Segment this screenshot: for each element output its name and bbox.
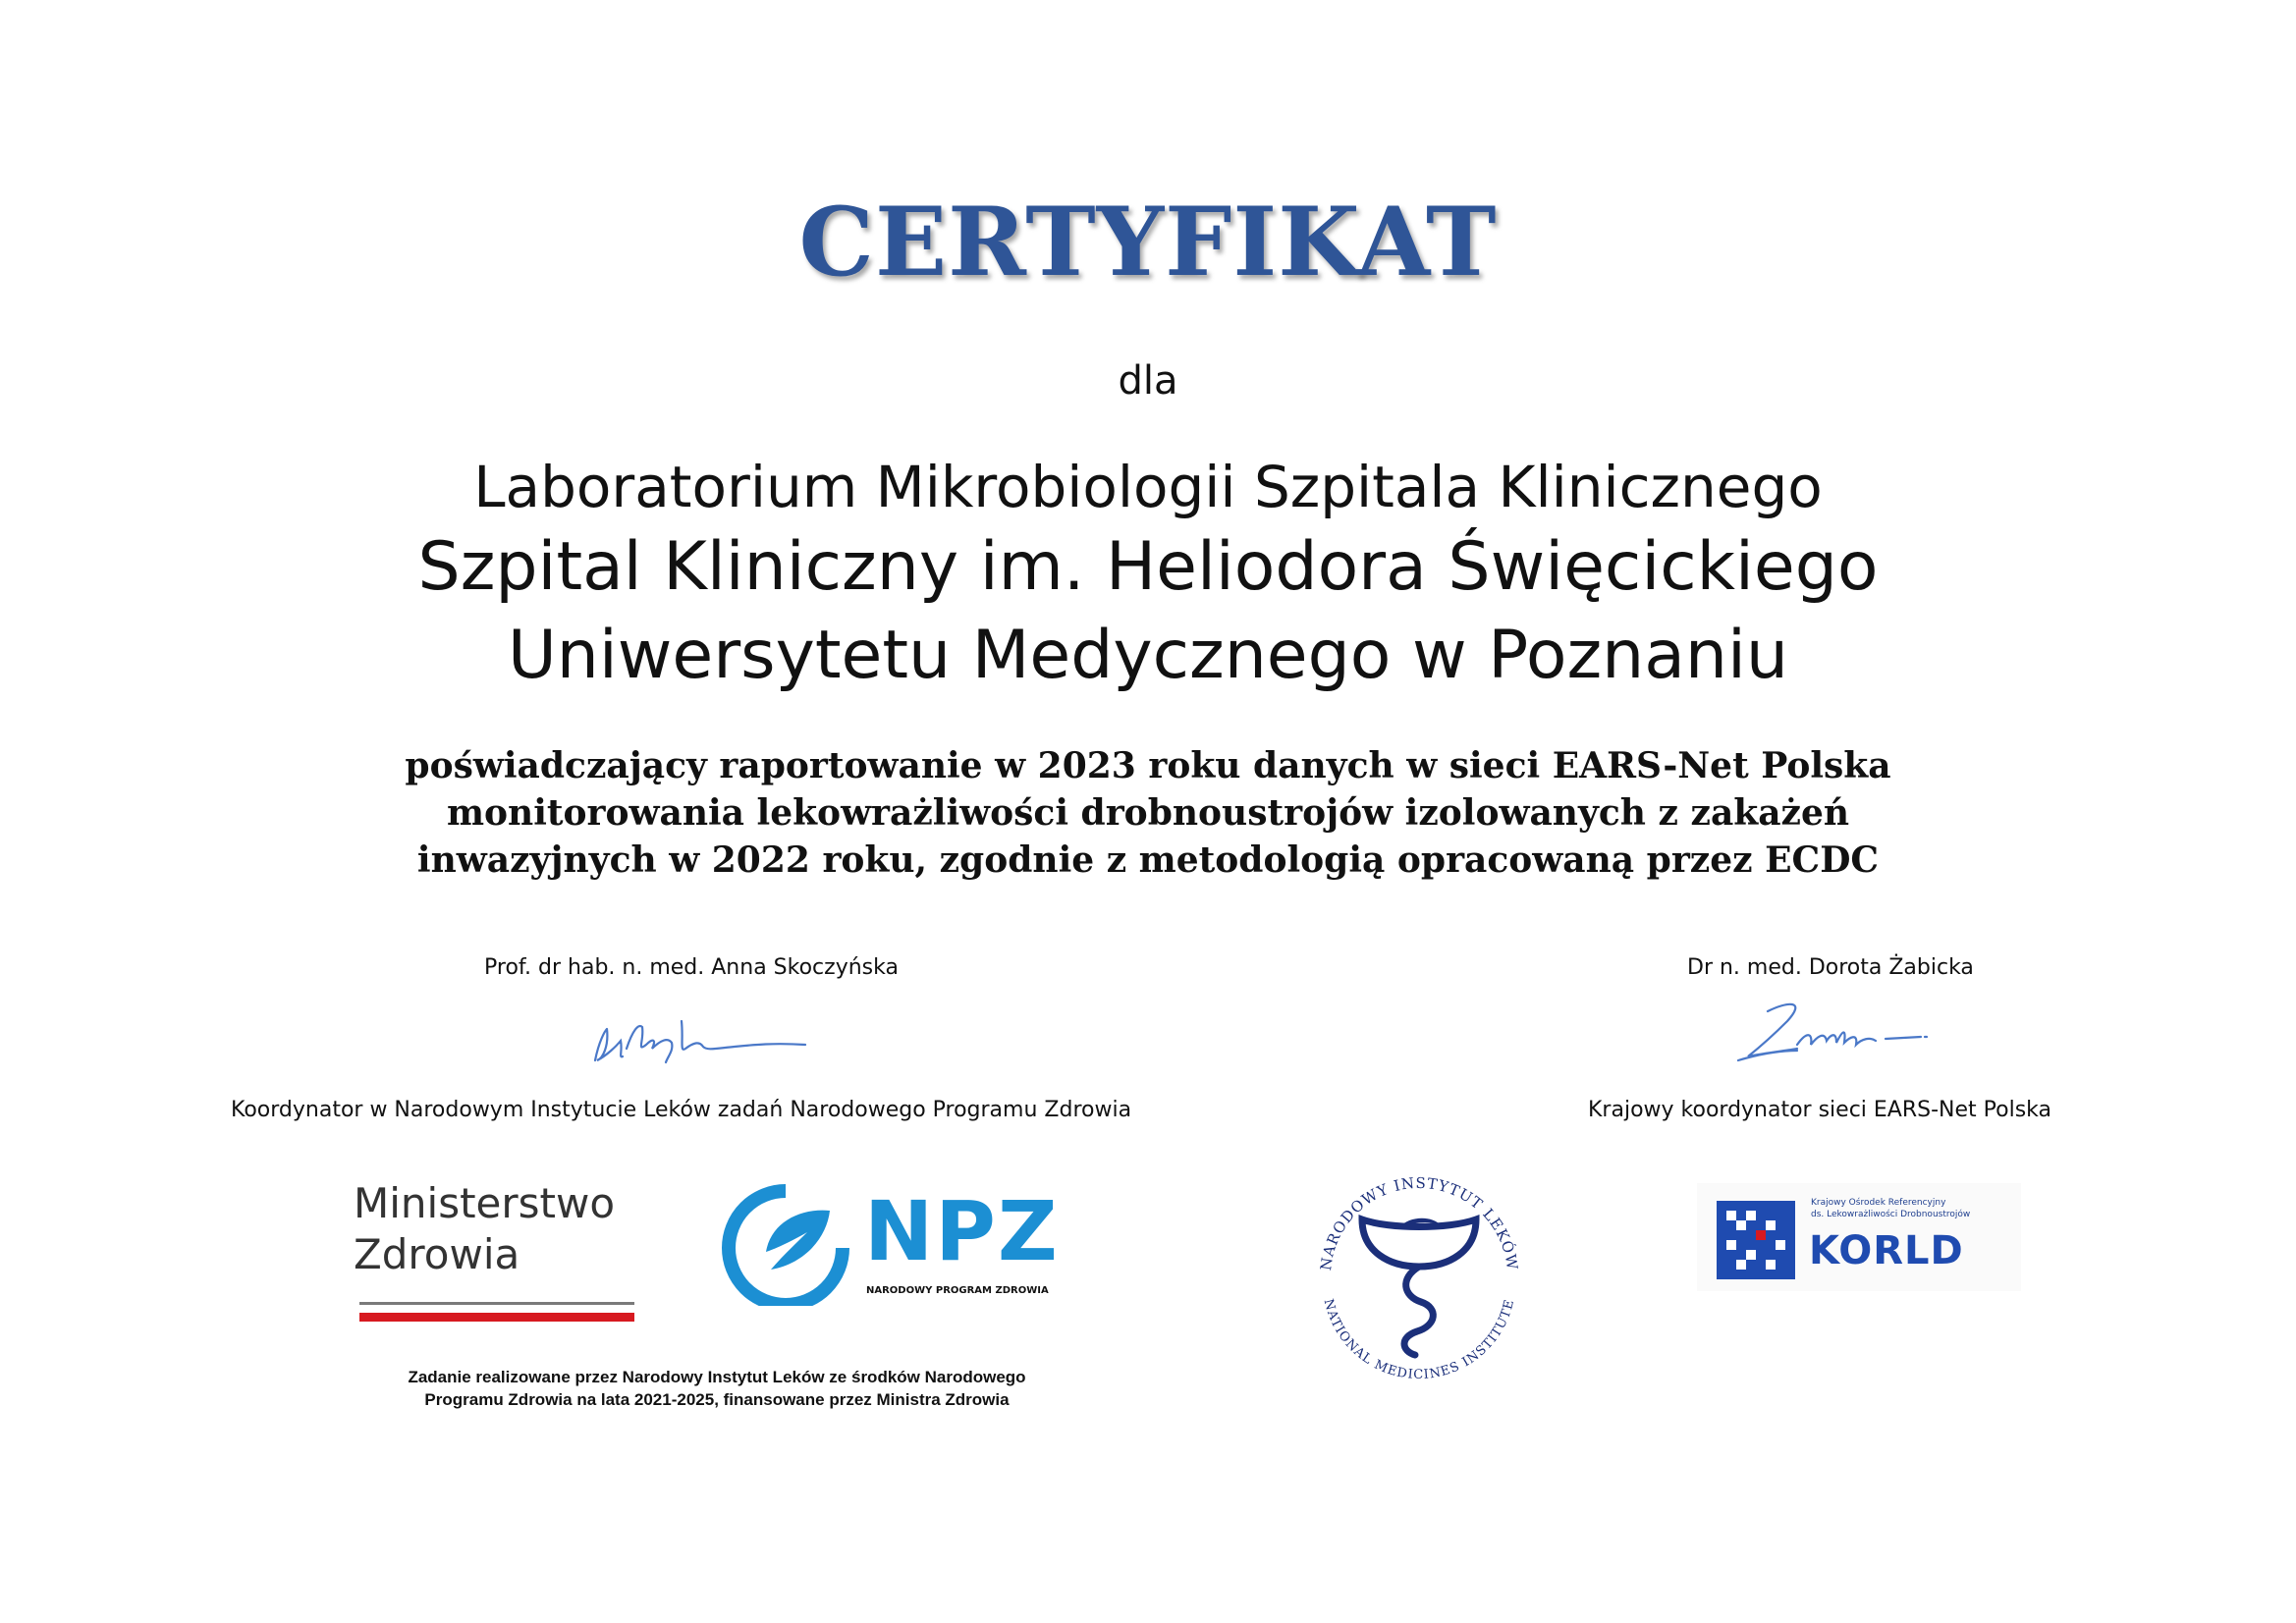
bowl-of-hygieia-icon — [1362, 1218, 1476, 1355]
funding-line: Programu Zdrowia na lata 2021-2025, finansowane przez Ministra Zdrowia — [424, 1390, 1010, 1409]
right-signatory-name: Dr n. med. Dorota Żabicka — [1687, 955, 1974, 980]
left-signatory-role: Koordynator w Narodowym Instytucie Leków zadań Narodowego Programu Zdrowia — [231, 1098, 1132, 1122]
statement-line: poświadczający raportowanie w 2023 roku danych w sieci EARS-Net Polska — [405, 745, 1891, 786]
korld-logo-subtitle — [1811, 1197, 1970, 1220]
funding-note — [285, 1366, 1149, 1411]
nil-logo-top-text: NARODOWY INSTYTUT LEKÓW — [1317, 1173, 1522, 1272]
ministry-logo-line-2: Zdrowia — [354, 1230, 520, 1278]
korld-subtitle-line: ds. Lekowrażliwości Drobnoustrojów — [1811, 1210, 1971, 1219]
left-signature-image — [587, 1001, 813, 1070]
ministry-logo-line-1: Ministerstwo — [354, 1179, 616, 1227]
organization-line-2: Szpital Kliniczny im. Heliodora Święcickiego — [417, 528, 1879, 606]
npz-emblem-icon — [717, 1183, 859, 1306]
for-label: dla — [1118, 358, 1178, 404]
npz-logo — [717, 1183, 1061, 1311]
ministry-logo-gray-bar — [359, 1302, 634, 1305]
korld-pixel-emblem-icon — [1717, 1201, 1795, 1279]
statement-line: inwazyjnych w 2022 roku, zgodnie z metodologią opracowaną przez ECDC — [416, 839, 1880, 881]
korld-subtitle-line: Krajowy Ośrodek Referencyjny — [1811, 1198, 1946, 1208]
korld-logo-name: KORLD — [1809, 1228, 1964, 1273]
organization-line-1: Laboratorium Mikrobiologii Szpitala Klinicznego — [473, 454, 1823, 520]
left-signatory-name: Prof. dr hab. n. med. Anna Skoczyńska — [484, 955, 899, 980]
funding-line: Zadanie realizowane przez Narodowy Instytut Leków ze środków Narodowego — [408, 1368, 1026, 1386]
npz-logo-name: NPZ — [864, 1183, 1060, 1279]
certificate-title: CERTYFIKAT — [798, 187, 1498, 298]
ministry-logo-red-bar — [359, 1313, 634, 1322]
korld-logo — [1697, 1183, 2021, 1291]
svg-text:NATIONAL MEDICINES INSTITUTE — [1321, 1298, 1518, 1382]
npz-logo-subtitle: NARODOWY PROGRAM ZDROWIA — [866, 1285, 1049, 1296]
ministry-of-health-logo — [354, 1178, 638, 1335]
right-signature-image — [1728, 992, 1935, 1070]
national-medicines-institute-logo — [1301, 1159, 1537, 1394]
statement-line: monitorowania lekowrażliwości drobnoustrojów izolowanych z zakażeń — [446, 792, 1850, 834]
certificate-statement — [0, 742, 2296, 884]
nil-logo-bottom-text: NATIONAL MEDICINES INSTITUTE — [1320, 1297, 1518, 1382]
organization-line-3: Uniwersytetu Medycznego w Poznaniu — [508, 617, 1788, 694]
right-signatory-role: Krajowy koordynator sieci EARS-Net Polska — [1588, 1098, 2052, 1122]
